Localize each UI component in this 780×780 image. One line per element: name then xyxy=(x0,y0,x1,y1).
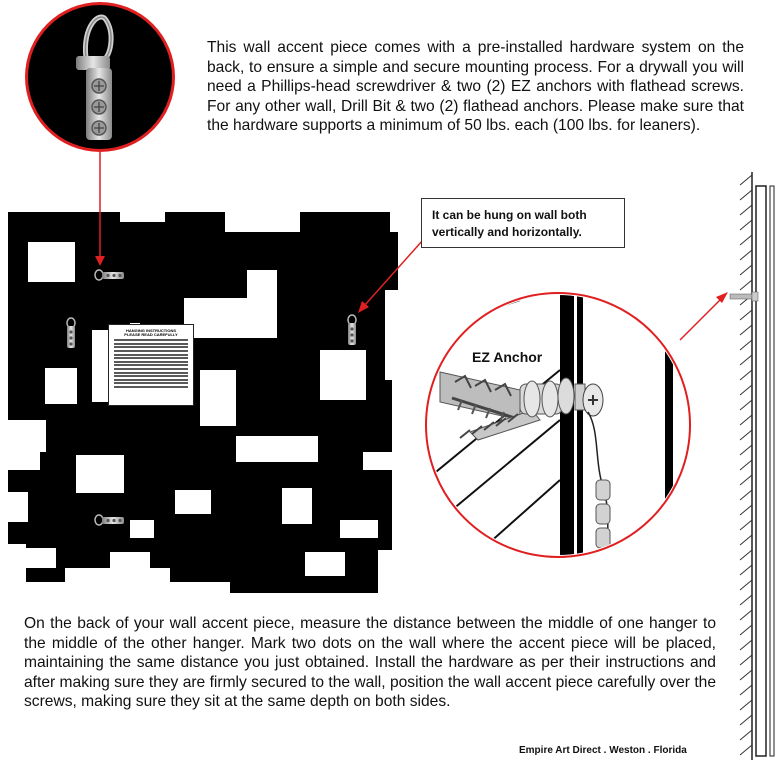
intro-paragraph: This wall accent piece comes with a pre-installed hardware system on the back, to ensure a simple and secure mounting process. For a drywall you will need a Phillips-head screwdriver & two (2) EZ anchors with flathead screws. For any other wall, Drill Bit & two (2) flathead anchors. Please make sure that the hardware supports a minimum of 50 lbs. each (100 lbs. for leaners). xyxy=(207,39,744,135)
company-city: Weston xyxy=(609,745,646,756)
wall-art-back xyxy=(8,212,398,593)
company-credit xyxy=(519,745,687,756)
separator: . xyxy=(600,745,610,756)
back-instruction-label xyxy=(108,324,194,406)
company-name: Empire Art Direct xyxy=(519,745,601,756)
ez-anchor-detail xyxy=(420,290,694,570)
separator: . xyxy=(645,745,654,756)
pointer-side-view xyxy=(680,292,728,340)
hanger-closeup xyxy=(25,2,175,152)
hanging-instructions: On the back of your wall accent piece, measure the distance between the middle of one hanger to the middle of the other hanger. Mark two dots on the wall where the accent piece will be placed, maintaining the same distance you just obtained. Install the hardware as per their instructions and after making sure they are firmly secured to the wall, position the wall accent piece carefully over the screws, making sure they sit at the same depth on both sides. xyxy=(24,615,716,711)
orientation-callout: It can be hung on wall both vertically and horizontally. xyxy=(421,198,625,248)
label-subtitle: PLEASE READ CAREFULLY xyxy=(124,332,178,338)
label-title: HANGING INSTRUCTIONS xyxy=(126,328,176,333)
company-state: Florida xyxy=(653,745,687,756)
wall-side-view xyxy=(730,172,774,760)
ez-anchor-label: EZ Anchor xyxy=(472,349,543,365)
